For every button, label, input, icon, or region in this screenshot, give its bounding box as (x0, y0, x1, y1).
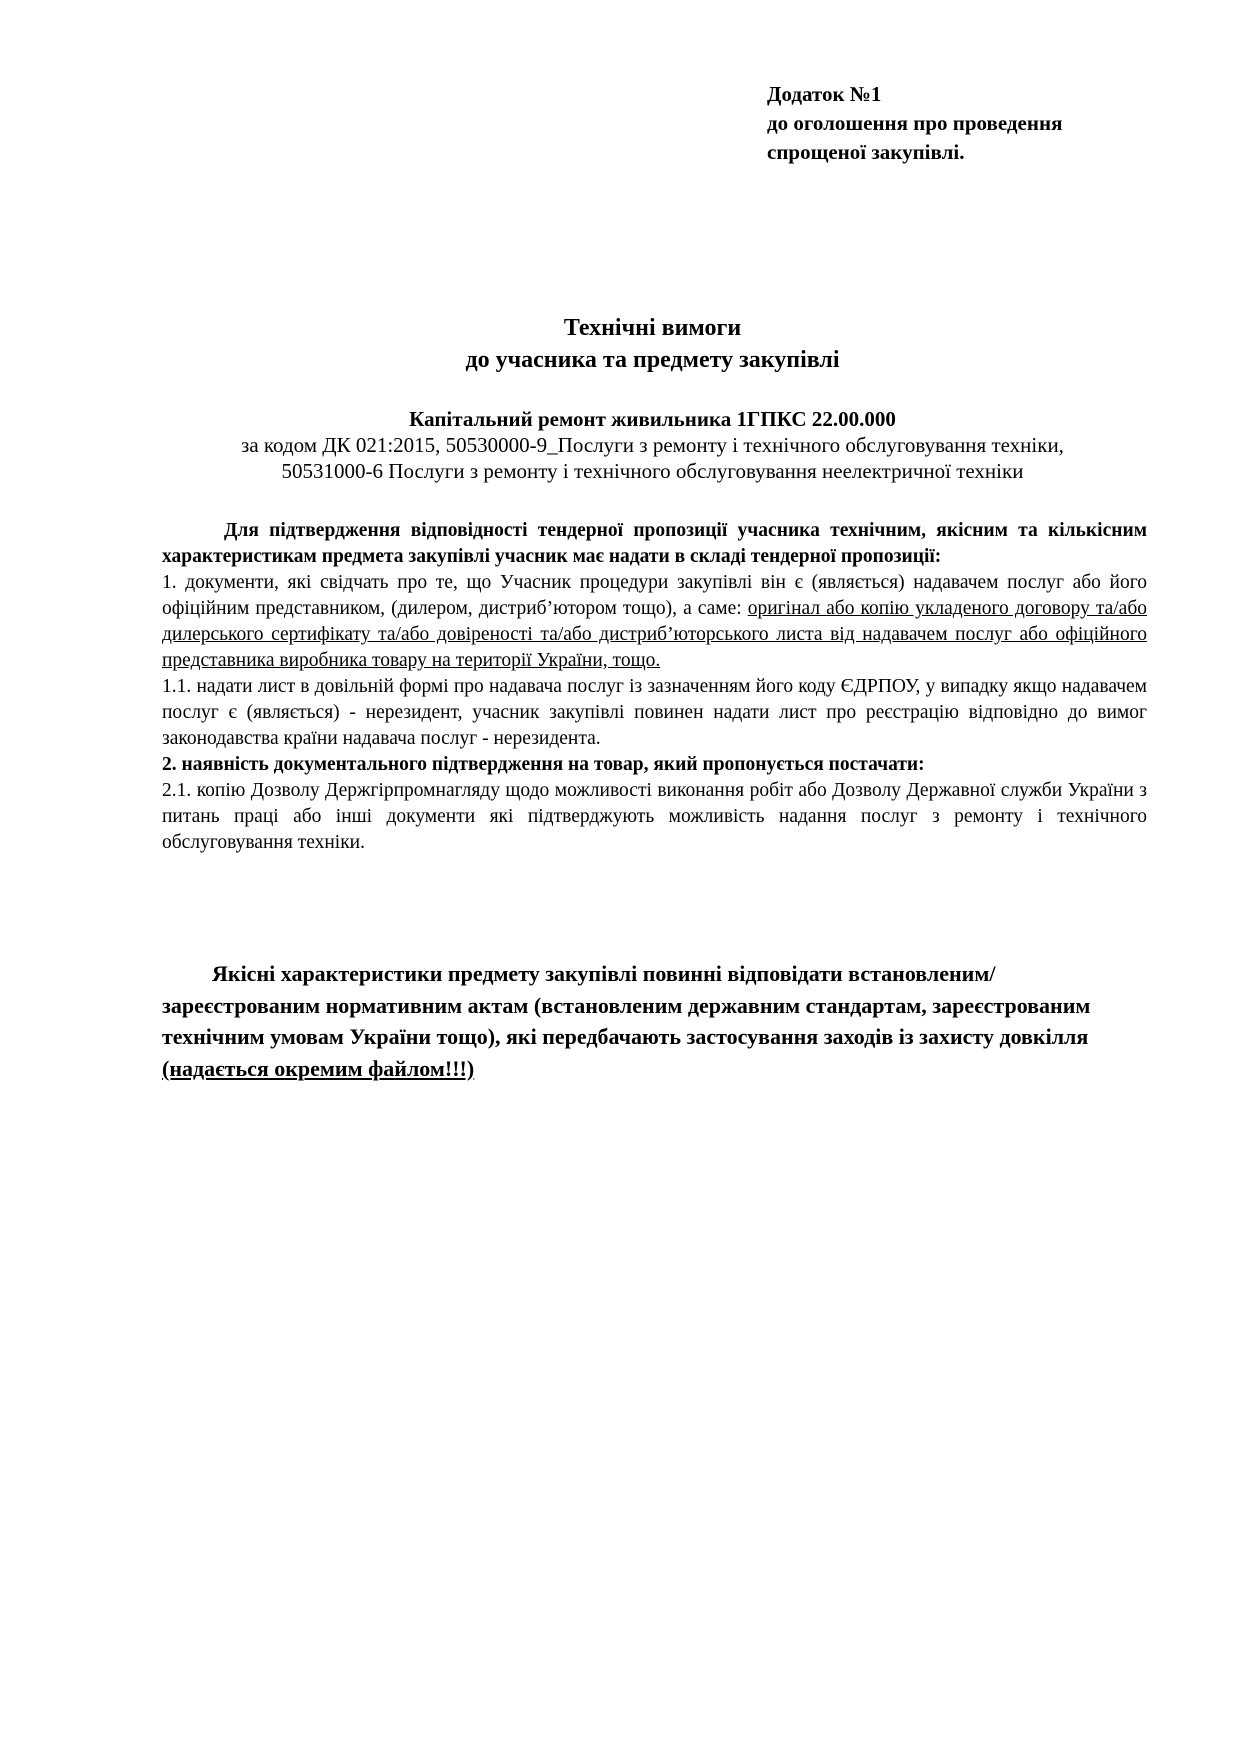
requirement-item-1-text: 1. документи, які свідчать про те, що Учасник процедури закупівлі він є (являється) надавачем послуг або його офіційним представником, (дилером, дистриб’ютором тощо), а саме: (162, 572, 1147, 619)
requirements-section (162, 518, 1147, 856)
quality-separate-file-note: (надається окремим файлом!!!) (162, 1055, 475, 1081)
requirements-intro: Для підтвердження відповідності тендерної пропозиції учасника технічним, якісним та кількісним характеристикам предмета закупівлі учасник має надати в складі тендерної пропозиції: (162, 520, 1147, 567)
subject-code-line-1: за кодом ДК 021:2015, 50530000-9_Послуги з ремонту і технічного обслуговування техніки, (241, 433, 1064, 457)
requirement-item-1-1: 1.1. надати лист в довільній формі про надавача послуг із зазначенням його коду ЄДРПОУ, у випадку якщо надавачем послуг є (являється) - нерезидент, учасник закупівлі повинен надати лист про реєстрацію відповідно до вимог законодавства країни надавача послуг - нерезидента. (162, 676, 1147, 749)
requirement-item-2-1: 2.1. копію Дозволу Держгірпромнагляду щодо можливості виконання робіт або Дозволу Державної служби України з питань праці або інші документи які підтверджують можливість надання послуг з ремонту і технічного обслуговування техніки. (162, 780, 1147, 853)
document-title (0, 312, 1241, 376)
title-line-2: до учасника та предмету закупівлі (465, 347, 840, 373)
procurement-subject (0, 406, 1241, 484)
annex-number: Додаток №1 (767, 82, 882, 106)
annex-line-2: до оголошення про проведення (767, 111, 1063, 135)
requirement-item-2: 2. наявність документального підтвердження на товар, який пропонується постачати: (162, 754, 925, 775)
annex-line-3: спрощеної закупівлі. (767, 140, 965, 164)
quality-section (162, 958, 1147, 1084)
requirement-item-1 (162, 570, 1147, 674)
annex-header (767, 80, 1227, 167)
requirement-item-1-documents: оригінал або копію укладеного договору та/або дилерського сертифікату та/або довіреності та/або дистриб’юторського листа від надавачем послуг або офіційного представника виробника товару на території України, тощо. (162, 598, 1148, 671)
quality-paragraph (162, 958, 1147, 1084)
subject-name: Капітальний ремонт живильника 1ГПКС 22.00.000 (409, 407, 896, 431)
subject-code-line-2: 50531000-6 Послуги з ремонту і технічного обслуговування неелектричної техніки (281, 459, 1024, 483)
title-line-1: Технічні вимоги (563, 315, 742, 341)
quality-text: Якісні характеристики предмету закупівлі повинні відповідати встановленим/зареєстрованим нормативним актам (встановленим державним стандартам, зареєстрованим технічним умовам України тощо), які передбачають застосування заходів із захисту довкілля (162, 961, 1091, 1049)
